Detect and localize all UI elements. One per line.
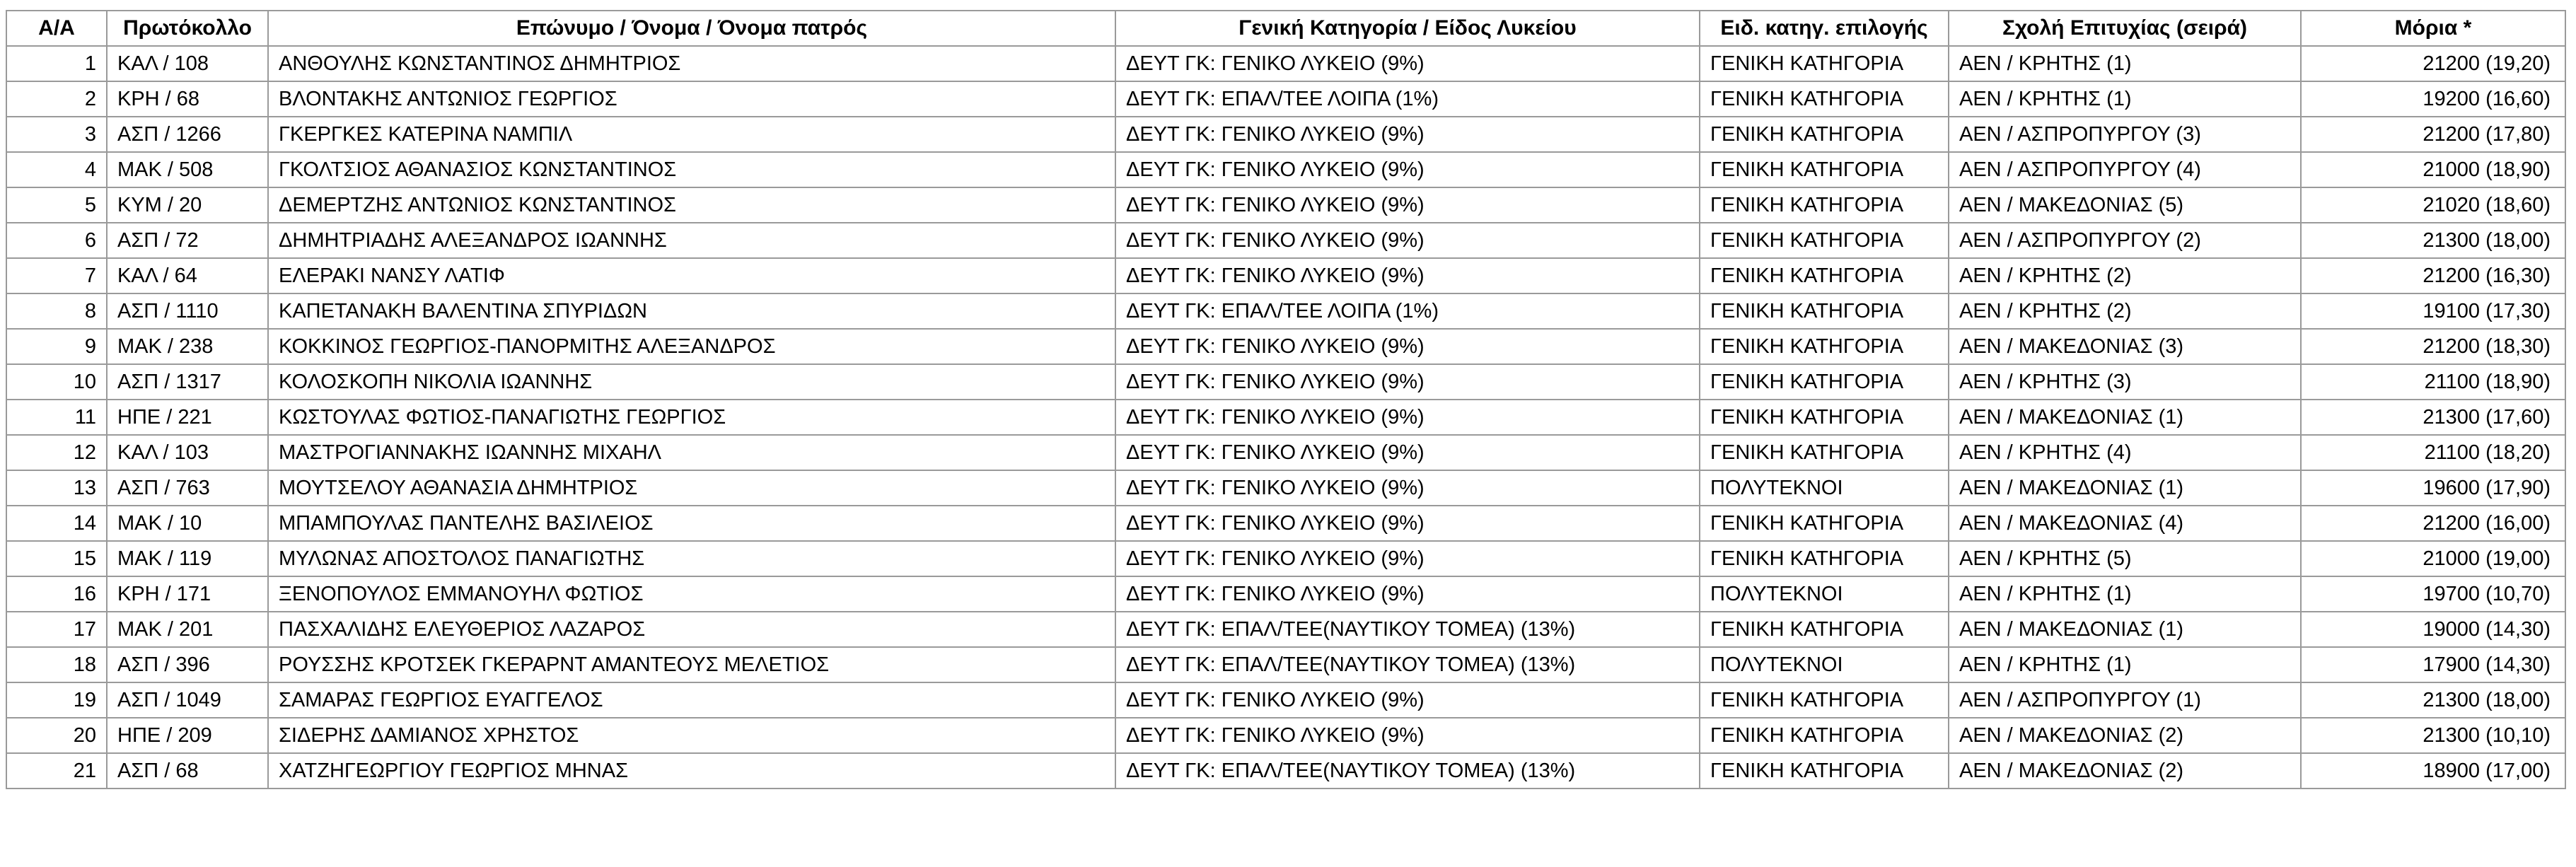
table-row bbox=[6, 223, 2565, 258]
row-number: 14 bbox=[6, 506, 107, 541]
special-category-cell: ΓΕΝΙΚΗ ΚΑΤΗΓΟΡΙΑ bbox=[1700, 541, 1949, 576]
points-cell: 19100 (17,30) bbox=[2301, 293, 2565, 329]
points-cell: 21200 (16,00) bbox=[2301, 506, 2565, 541]
protocol-cell: ΚΡΗ / 68 bbox=[107, 81, 268, 117]
table-row bbox=[6, 46, 2565, 81]
special-category-cell: ΓΕΝΙΚΗ ΚΑΤΗΓΟΡΙΑ bbox=[1700, 81, 1949, 117]
row-number: 20 bbox=[6, 718, 107, 753]
protocol-cell: ΚΡΗ / 171 bbox=[107, 576, 268, 612]
row-number: 7 bbox=[6, 258, 107, 293]
school-cell: ΑΕΝ / ΜΑΚΕΔΟΝΙΑΣ (3) bbox=[1949, 329, 2301, 364]
category-cell: ΔΕΥΤ ΓΚ: ΕΠΑΛ/ΤΕΕ ΛΟΙΠΑ (1%) bbox=[1115, 293, 1700, 329]
school-cell: ΑΕΝ / ΜΑΚΕΔΟΝΙΑΣ (2) bbox=[1949, 753, 2301, 789]
school-cell: ΑΕΝ / ΚΡΗΤΗΣ (4) bbox=[1949, 435, 2301, 470]
special-category-cell: ΓΕΝΙΚΗ ΚΑΤΗΓΟΡΙΑ bbox=[1700, 435, 1949, 470]
special-category-cell: ΠΟΛΥΤΕΚΝΟΙ bbox=[1700, 576, 1949, 612]
name-cell: ΣΙΔΕΡΗΣ ΔΑΜΙΑΝΟΣ ΧΡΗΣΤΟΣ bbox=[268, 718, 1115, 753]
name-cell: ΚΩΣΤΟΥΛΑΣ ΦΩΤΙΟΣ-ΠΑΝΑΓΙΩΤΗΣ ΓΕΩΡΓΙΟΣ bbox=[268, 400, 1115, 435]
table-row bbox=[6, 682, 2565, 718]
col-header-points: Μόρια * bbox=[2301, 11, 2565, 46]
special-category-cell: ΓΕΝΙΚΗ ΚΑΤΗΓΟΡΙΑ bbox=[1700, 46, 1949, 81]
name-cell: ΜΑΣΤΡΟΓΙΑΝΝΑΚΗΣ ΙΩΑΝΝΗΣ ΜΙΧΑΗΛ bbox=[268, 435, 1115, 470]
protocol-cell: ΚΑΛ / 108 bbox=[107, 46, 268, 81]
category-cell: ΔΕΥΤ ΓΚ: ΓΕΝΙΚΟ ΛΥΚΕΙΟ (9%) bbox=[1115, 541, 1700, 576]
special-category-cell: ΓΕΝΙΚΗ ΚΑΤΗΓΟΡΙΑ bbox=[1700, 753, 1949, 789]
special-category-cell: ΓΕΝΙΚΗ ΚΑΤΗΓΟΡΙΑ bbox=[1700, 117, 1949, 152]
name-cell: ΡΟΥΣΣΗΣ ΚΡΟΤΣΕΚ ΓΚΕΡΑΡΝΤ ΑΜΑΝΤΕΟΥΣ ΜΕΛΕΤΙΟΣ bbox=[268, 647, 1115, 682]
protocol-cell: ΑΣΠ / 1317 bbox=[107, 364, 268, 400]
category-cell: ΔΕΥΤ ΓΚ: ΓΕΝΙΚΟ ΛΥΚΕΙΟ (9%) bbox=[1115, 400, 1700, 435]
protocol-cell: ΗΠΕ / 221 bbox=[107, 400, 268, 435]
category-cell: ΔΕΥΤ ΓΚ: ΓΕΝΙΚΟ ΛΥΚΕΙΟ (9%) bbox=[1115, 718, 1700, 753]
name-cell: ΓΚΕΡΓΚΕΣ ΚΑΤΕΡΙΝΑ ΝΑΜΠΙΛ bbox=[268, 117, 1115, 152]
name-cell: ΚΑΠΕΤΑΝΑΚΗ ΒΑΛΕΝΤΙΝΑ ΣΠΥΡΙΔΩΝ bbox=[268, 293, 1115, 329]
name-cell: ΚΟΚΚΙΝΟΣ ΓΕΩΡΓΙΟΣ-ΠΑΝΟΡΜΙΤΗΣ ΑΛΕΞΑΝΔΡΟΣ bbox=[268, 329, 1115, 364]
category-cell: ΔΕΥΤ ΓΚ: ΓΕΝΙΚΟ ΛΥΚΕΙΟ (9%) bbox=[1115, 46, 1700, 81]
row-number: 13 bbox=[6, 470, 107, 506]
row-number: 19 bbox=[6, 682, 107, 718]
special-category-cell: ΓΕΝΙΚΗ ΚΑΤΗΓΟΡΙΑ bbox=[1700, 612, 1949, 647]
protocol-cell: ΜΑΚ / 119 bbox=[107, 541, 268, 576]
special-category-cell: ΓΕΝΙΚΗ ΚΑΤΗΓΟΡΙΑ bbox=[1700, 364, 1949, 400]
table-row bbox=[6, 470, 2565, 506]
points-cell: 21100 (18,90) bbox=[2301, 364, 2565, 400]
school-cell: ΑΕΝ / ΑΣΠΡΟΠΥΡΓΟΥ (3) bbox=[1949, 117, 2301, 152]
protocol-cell: ΜΑΚ / 10 bbox=[107, 506, 268, 541]
category-cell: ΔΕΥΤ ΓΚ: ΓΕΝΙΚΟ ΛΥΚΕΙΟ (9%) bbox=[1115, 187, 1700, 223]
col-header-protocol: Πρωτόκολλο bbox=[107, 11, 268, 46]
table-row bbox=[6, 187, 2565, 223]
school-cell: ΑΕΝ / ΚΡΗΤΗΣ (3) bbox=[1949, 364, 2301, 400]
special-category-cell: ΠΟΛΥΤΕΚΝΟΙ bbox=[1700, 647, 1949, 682]
category-cell: ΔΕΥΤ ΓΚ: ΓΕΝΙΚΟ ΛΥΚΕΙΟ (9%) bbox=[1115, 435, 1700, 470]
points-cell: 21300 (18,00) bbox=[2301, 682, 2565, 718]
row-number: 1 bbox=[6, 46, 107, 81]
points-cell: 21200 (16,30) bbox=[2301, 258, 2565, 293]
row-number: 12 bbox=[6, 435, 107, 470]
name-cell: ΓΚΟΛΤΣΙΟΣ ΑΘΑΝΑΣΙΟΣ ΚΩΝΣΤΑΝΤΙΝΟΣ bbox=[268, 152, 1115, 187]
protocol-cell: ΑΣΠ / 68 bbox=[107, 753, 268, 789]
table-row bbox=[6, 329, 2565, 364]
points-cell: 21300 (18,00) bbox=[2301, 223, 2565, 258]
protocol-cell: ΑΣΠ / 1110 bbox=[107, 293, 268, 329]
protocol-cell: ΑΣΠ / 72 bbox=[107, 223, 268, 258]
special-category-cell: ΓΕΝΙΚΗ ΚΑΤΗΓΟΡΙΑ bbox=[1700, 506, 1949, 541]
table-row bbox=[6, 541, 2565, 576]
row-number: 11 bbox=[6, 400, 107, 435]
name-cell: ΚΟΛΟΣΚΟΠΗ ΝΙΚΟΛΙΑ ΙΩΑΝΝΗΣ bbox=[268, 364, 1115, 400]
name-cell: ΠΑΣΧΑΛΙΔΗΣ ΕΛΕΥΘΕΡΙΟΣ ΛΑΖΑΡΟΣ bbox=[268, 612, 1115, 647]
points-cell: 19700 (10,70) bbox=[2301, 576, 2565, 612]
category-cell: ΔΕΥΤ ΓΚ: ΓΕΝΙΚΟ ΛΥΚΕΙΟ (9%) bbox=[1115, 258, 1700, 293]
points-cell: 21200 (19,20) bbox=[2301, 46, 2565, 81]
special-category-cell: ΠΟΛΥΤΕΚΝΟΙ bbox=[1700, 470, 1949, 506]
name-cell: ΒΛΟΝΤΑΚΗΣ ΑΝΤΩΝΙΟΣ ΓΕΩΡΓΙΟΣ bbox=[268, 81, 1115, 117]
name-cell: ΕΛΕΡΑΚΙ ΝΑΝΣΥ ΛΑΤΙΦ bbox=[268, 258, 1115, 293]
row-number: 9 bbox=[6, 329, 107, 364]
table-row bbox=[6, 293, 2565, 329]
special-category-cell: ΓΕΝΙΚΗ ΚΑΤΗΓΟΡΙΑ bbox=[1700, 329, 1949, 364]
category-cell: ΔΕΥΤ ΓΚ: ΓΕΝΙΚΟ ΛΥΚΕΙΟ (9%) bbox=[1115, 117, 1700, 152]
row-number: 3 bbox=[6, 117, 107, 152]
table-row bbox=[6, 506, 2565, 541]
school-cell: ΑΕΝ / ΜΑΚΕΔΟΝΙΑΣ (4) bbox=[1949, 506, 2301, 541]
category-cell: ΔΕΥΤ ΓΚ: ΕΠΑΛ/ΤΕΕ ΛΟΙΠΑ (1%) bbox=[1115, 81, 1700, 117]
points-cell: 19600 (17,90) bbox=[2301, 470, 2565, 506]
school-cell: ΑΕΝ / ΜΑΚΕΔΟΝΙΑΣ (1) bbox=[1949, 612, 2301, 647]
col-header-category: Γενική Κατηγορία / Είδος Λυκείου bbox=[1115, 11, 1700, 46]
points-cell: 19200 (16,60) bbox=[2301, 81, 2565, 117]
row-number: 4 bbox=[6, 152, 107, 187]
points-cell: 21000 (19,00) bbox=[2301, 541, 2565, 576]
protocol-cell: ΚΥΜ / 20 bbox=[107, 187, 268, 223]
row-number: 5 bbox=[6, 187, 107, 223]
category-cell: ΔΕΥΤ ΓΚ: ΓΕΝΙΚΟ ΛΥΚΕΙΟ (9%) bbox=[1115, 470, 1700, 506]
special-category-cell: ΓΕΝΙΚΗ ΚΑΤΗΓΟΡΙΑ bbox=[1700, 400, 1949, 435]
row-number: 2 bbox=[6, 81, 107, 117]
table-row bbox=[6, 576, 2565, 612]
points-cell: 21000 (18,90) bbox=[2301, 152, 2565, 187]
table-row bbox=[6, 152, 2565, 187]
table-header bbox=[6, 11, 2565, 46]
category-cell: ΔΕΥΤ ΓΚ: ΕΠΑΛ/ΤΕΕ(ΝΑΥΤΙΚΟΥ ΤΟΜΕΑ) (13%) bbox=[1115, 647, 1700, 682]
school-cell: ΑΕΝ / ΚΡΗΤΗΣ (5) bbox=[1949, 541, 2301, 576]
table-row bbox=[6, 117, 2565, 152]
name-cell: ΞΕΝΟΠΟΥΛΟΣ ΕΜΜΑΝΟΥΗΛ ΦΩΤΙΟΣ bbox=[268, 576, 1115, 612]
special-category-cell: ΓΕΝΙΚΗ ΚΑΤΗΓΟΡΙΑ bbox=[1700, 293, 1949, 329]
special-category-cell: ΓΕΝΙΚΗ ΚΑΤΗΓΟΡΙΑ bbox=[1700, 258, 1949, 293]
name-cell: ΜΥΛΩΝΑΣ ΑΠΟΣΤΟΛΟΣ ΠΑΝΑΓΙΩΤΗΣ bbox=[268, 541, 1115, 576]
protocol-cell: ΚΑΛ / 64 bbox=[107, 258, 268, 293]
protocol-cell: ΚΑΛ / 103 bbox=[107, 435, 268, 470]
school-cell: ΑΕΝ / ΚΡΗΤΗΣ (2) bbox=[1949, 293, 2301, 329]
category-cell: ΔΕΥΤ ΓΚ: ΓΕΝΙΚΟ ΛΥΚΕΙΟ (9%) bbox=[1115, 506, 1700, 541]
category-cell: ΔΕΥΤ ΓΚ: ΕΠΑΛ/ΤΕΕ(ΝΑΥΤΙΚΟΥ ΤΟΜΕΑ) (13%) bbox=[1115, 612, 1700, 647]
special-category-cell: ΓΕΝΙΚΗ ΚΑΤΗΓΟΡΙΑ bbox=[1700, 152, 1949, 187]
row-number: 15 bbox=[6, 541, 107, 576]
protocol-cell: ΜΑΚ / 238 bbox=[107, 329, 268, 364]
table-row bbox=[6, 364, 2565, 400]
protocol-cell: ΜΑΚ / 201 bbox=[107, 612, 268, 647]
table-row bbox=[6, 647, 2565, 682]
table-body bbox=[6, 46, 2565, 789]
category-cell: ΔΕΥΤ ΓΚ: ΓΕΝΙΚΟ ΛΥΚΕΙΟ (9%) bbox=[1115, 364, 1700, 400]
name-cell: ΔΕΜΕΡΤΖΗΣ ΑΝΤΩΝΙΟΣ ΚΩΝΣΤΑΝΤΙΝΟΣ bbox=[268, 187, 1115, 223]
protocol-cell: ΗΠΕ / 209 bbox=[107, 718, 268, 753]
table-row bbox=[6, 612, 2565, 647]
school-cell: ΑΕΝ / ΜΑΚΕΔΟΝΙΑΣ (1) bbox=[1949, 470, 2301, 506]
table-row bbox=[6, 435, 2565, 470]
school-cell: ΑΕΝ / ΜΑΚΕΔΟΝΙΑΣ (2) bbox=[1949, 718, 2301, 753]
points-cell: 21300 (10,10) bbox=[2301, 718, 2565, 753]
category-cell: ΔΕΥΤ ΓΚ: ΕΠΑΛ/ΤΕΕ(ΝΑΥΤΙΚΟΥ ΤΟΜΕΑ) (13%) bbox=[1115, 753, 1700, 789]
category-cell: ΔΕΥΤ ΓΚ: ΓΕΝΙΚΟ ΛΥΚΕΙΟ (9%) bbox=[1115, 682, 1700, 718]
table-row bbox=[6, 258, 2565, 293]
points-cell: 17900 (14,30) bbox=[2301, 647, 2565, 682]
category-cell: ΔΕΥΤ ΓΚ: ΓΕΝΙΚΟ ΛΥΚΕΙΟ (9%) bbox=[1115, 576, 1700, 612]
row-number: 10 bbox=[6, 364, 107, 400]
school-cell: ΑΕΝ / ΚΡΗΤΗΣ (1) bbox=[1949, 46, 2301, 81]
table-row bbox=[6, 400, 2565, 435]
protocol-cell: ΜΑΚ / 508 bbox=[107, 152, 268, 187]
protocol-cell: ΑΣΠ / 763 bbox=[107, 470, 268, 506]
school-cell: ΑΕΝ / ΚΡΗΤΗΣ (1) bbox=[1949, 647, 2301, 682]
col-header-school: Σχολή Επιτυχίας (σειρά) bbox=[1949, 11, 2301, 46]
points-cell: 21100 (18,20) bbox=[2301, 435, 2565, 470]
category-cell: ΔΕΥΤ ΓΚ: ΓΕΝΙΚΟ ΛΥΚΕΙΟ (9%) bbox=[1115, 223, 1700, 258]
name-cell: ΧΑΤΖΗΓΕΩΡΓΙΟΥ ΓΕΩΡΓΙΟΣ ΜΗΝΑΣ bbox=[268, 753, 1115, 789]
row-number: 6 bbox=[6, 223, 107, 258]
school-cell: ΑΕΝ / ΚΡΗΤΗΣ (1) bbox=[1949, 576, 2301, 612]
header-row bbox=[6, 11, 2565, 46]
category-cell: ΔΕΥΤ ΓΚ: ΓΕΝΙΚΟ ΛΥΚΕΙΟ (9%) bbox=[1115, 329, 1700, 364]
points-cell: 19000 (14,30) bbox=[2301, 612, 2565, 647]
table-row bbox=[6, 718, 2565, 753]
protocol-cell: ΑΣΠ / 1266 bbox=[107, 117, 268, 152]
name-cell: ΜΟΥΤΣΕΛΟΥ ΑΘΑΝΑΣΙΑ ΔΗΜΗΤΡΙΟΣ bbox=[268, 470, 1115, 506]
special-category-cell: ΓΕΝΙΚΗ ΚΑΤΗΓΟΡΙΑ bbox=[1700, 187, 1949, 223]
name-cell: ΣΑΜΑΡΑΣ ΓΕΩΡΓΙΟΣ ΕΥΑΓΓΕΛΟΣ bbox=[268, 682, 1115, 718]
school-cell: ΑΕΝ / ΑΣΠΡΟΠΥΡΓΟΥ (1) bbox=[1949, 682, 2301, 718]
table-row bbox=[6, 753, 2565, 789]
special-category-cell: ΓΕΝΙΚΗ ΚΑΤΗΓΟΡΙΑ bbox=[1700, 718, 1949, 753]
row-number: 8 bbox=[6, 293, 107, 329]
school-cell: ΑΕΝ / ΚΡΗΤΗΣ (2) bbox=[1949, 258, 2301, 293]
row-number: 18 bbox=[6, 647, 107, 682]
points-cell: 21200 (18,30) bbox=[2301, 329, 2565, 364]
points-cell: 18900 (17,00) bbox=[2301, 753, 2565, 789]
special-category-cell: ΓΕΝΙΚΗ ΚΑΤΗΓΟΡΙΑ bbox=[1700, 223, 1949, 258]
protocol-cell: ΑΣΠ / 1049 bbox=[107, 682, 268, 718]
row-number: 17 bbox=[6, 612, 107, 647]
protocol-cell: ΑΣΠ / 396 bbox=[107, 647, 268, 682]
name-cell: ΜΠΑΜΠΟΥΛΑΣ ΠΑΝΤΕΛΗΣ ΒΑΣΙΛΕΙΟΣ bbox=[268, 506, 1115, 541]
col-header-special-category: Ειδ. κατηγ. επιλογής bbox=[1700, 11, 1949, 46]
results-table bbox=[6, 10, 2566, 789]
school-cell: ΑΕΝ / ΜΑΚΕΔΟΝΙΑΣ (1) bbox=[1949, 400, 2301, 435]
col-header-aa: Α/Α bbox=[6, 11, 107, 46]
points-cell: 21200 (17,80) bbox=[2301, 117, 2565, 152]
row-number: 21 bbox=[6, 753, 107, 789]
school-cell: ΑΕΝ / ΑΣΠΡΟΠΥΡΓΟΥ (4) bbox=[1949, 152, 2301, 187]
points-cell: 21300 (17,60) bbox=[2301, 400, 2565, 435]
school-cell: ΑΕΝ / ΚΡΗΤΗΣ (1) bbox=[1949, 81, 2301, 117]
name-cell: ΑΝΘΟΥΛΗΣ ΚΩΝΣΤΑΝΤΙΝΟΣ ΔΗΜΗΤΡΙΟΣ bbox=[268, 46, 1115, 81]
school-cell: ΑΕΝ / ΑΣΠΡΟΠΥΡΓΟΥ (2) bbox=[1949, 223, 2301, 258]
special-category-cell: ΓΕΝΙΚΗ ΚΑΤΗΓΟΡΙΑ bbox=[1700, 682, 1949, 718]
table-row bbox=[6, 81, 2565, 117]
col-header-name: Επώνυμο / Όνομα / Όνομα πατρός bbox=[268, 11, 1115, 46]
points-cell: 21020 (18,60) bbox=[2301, 187, 2565, 223]
category-cell: ΔΕΥΤ ΓΚ: ΓΕΝΙΚΟ ΛΥΚΕΙΟ (9%) bbox=[1115, 152, 1700, 187]
name-cell: ΔΗΜΗΤΡΙΑΔΗΣ ΑΛΕΞΑΝΔΡΟΣ ΙΩΑΝΝΗΣ bbox=[268, 223, 1115, 258]
school-cell: ΑΕΝ / ΜΑΚΕΔΟΝΙΑΣ (5) bbox=[1949, 187, 2301, 223]
row-number: 16 bbox=[6, 576, 107, 612]
